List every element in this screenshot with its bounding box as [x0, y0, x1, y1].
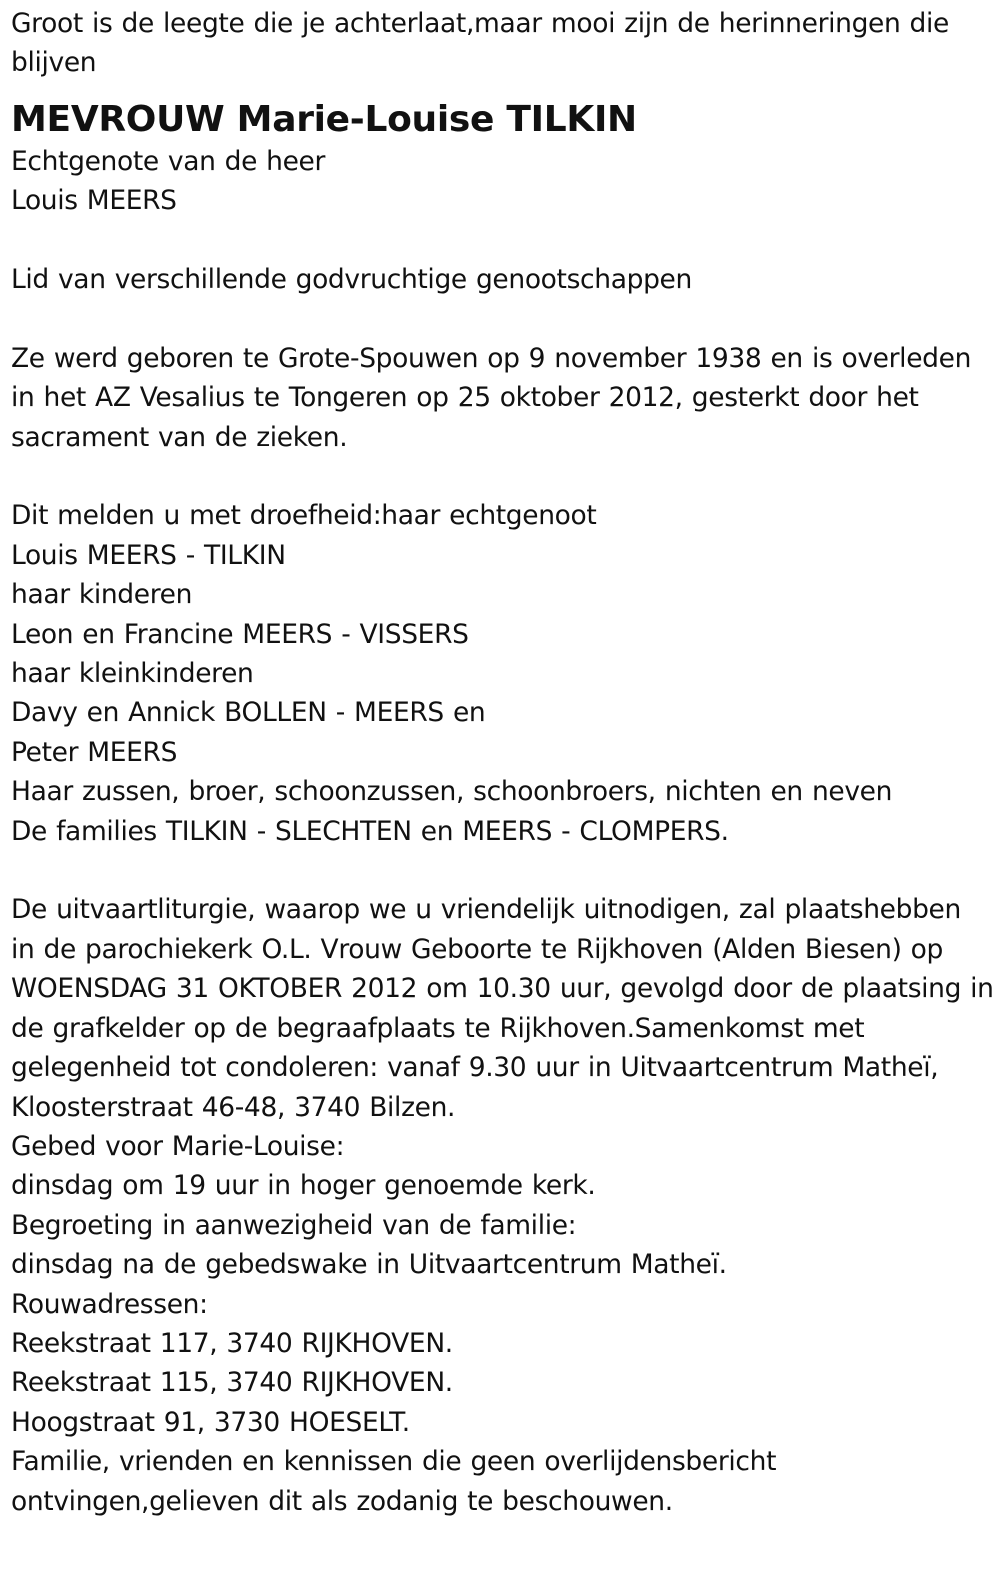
spouse-line: Echtgenote van de heer [11, 145, 326, 177]
funeral-line: Hoogstraat 91, 3730 HOESELT. [11, 1406, 410, 1438]
family-line: Peter MEERS [11, 736, 178, 768]
funeral-line: Begroeting in aanwezigheid van de familie: [11, 1209, 577, 1241]
birth-death-paragraph [11, 339, 988, 457]
family-line: De families TILKIN - SLECHTEN en MEERS - CLOMPERS. [11, 815, 729, 847]
family-line: haar kinderen [11, 579, 193, 611]
funeral-line: Reekstraat 115, 3740 RIJKHOVEN. [11, 1367, 453, 1399]
spouse-block [11, 142, 988, 221]
birth-death-line: sacrament van de zieken. [11, 421, 348, 453]
funeral-line: WOENSDAG 31 OKTOBER 2012 om 10.30 uur, gevolgd door de plaatsing in [11, 973, 994, 1005]
motto-line: blijven [11, 47, 97, 79]
funeral-line: Reekstraat 117, 3740 RIJKHOVEN. [11, 1327, 453, 1359]
spacer [11, 457, 988, 496]
spacer [11, 851, 988, 890]
funeral-line: Rouwadressen: [11, 1288, 208, 1320]
family-line: haar kleinkinderen [11, 658, 254, 690]
funeral-details [11, 890, 994, 1521]
funeral-line: ontvingen,gelieven dit als zodanig te beschouwen. [11, 1485, 673, 1517]
funeral-line: dinsdag na de gebedswake in Uitvaartcentrum Matheï. [11, 1249, 727, 1281]
funeral-line: de grafkelder op de begraafplaats te Rijkhoven.Samenkomst met [11, 1012, 865, 1044]
spacer [11, 221, 988, 260]
family-line: Davy en Annick BOLLEN - MEERS en [11, 697, 486, 729]
deceased-name: MEVROUW Marie-Louise TILKIN [11, 98, 637, 140]
motto [11, 4, 988, 83]
funeral-line: dinsdag om 19 uur in hoger genoemde kerk. [11, 1170, 596, 1202]
family-line: Haar zussen, broer, schoonzussen, schoonbroers, nichten en neven [11, 776, 893, 808]
spouse-line: Louis MEERS [11, 185, 177, 217]
funeral-line: Gebed voor Marie-Louise: [11, 1130, 345, 1162]
funeral-line: Familie, vrienden en kennissen die geen overlijdensbericht [11, 1446, 777, 1478]
funeral-line: De uitvaartliturgie, waarop we u vriendelijk uitnodigen, zal plaatshebben [11, 894, 961, 926]
membership-line: Lid van verschillende godvruchtige genootschappen [11, 264, 692, 296]
birth-death-line: Ze werd geboren te Grote-Spouwen op 9 november 1938 en is overleden [11, 342, 972, 374]
motto-line: Groot is de leegte die je achterlaat,maar mooi zijn de herinneringen die [11, 8, 949, 39]
family-line: Dit melden u met droefheid:haar echtgenoot [11, 500, 597, 532]
funeral-line: Kloosterstraat 46-48, 3740 Bilzen. [11, 1091, 456, 1123]
funeral-line: in de parochiekerk O.L. Vrouw Geboorte te Rijkhoven (Alden Biesen) op [11, 933, 943, 965]
birth-death-line: in het AZ Vesalius te Tongeren op 25 oktober 2012, gesterkt door het [11, 382, 919, 414]
family-line: Louis MEERS - TILKIN [11, 539, 286, 571]
spacer [11, 83, 988, 98]
spacer [11, 299, 988, 338]
funeral-line: gelegenheid tot condoleren: vanaf 9.30 uur in Uitvaartcentrum Matheï, [11, 1052, 939, 1084]
family-line: Leon en Francine MEERS - VISSERS [11, 618, 469, 650]
family-list [11, 496, 988, 851]
